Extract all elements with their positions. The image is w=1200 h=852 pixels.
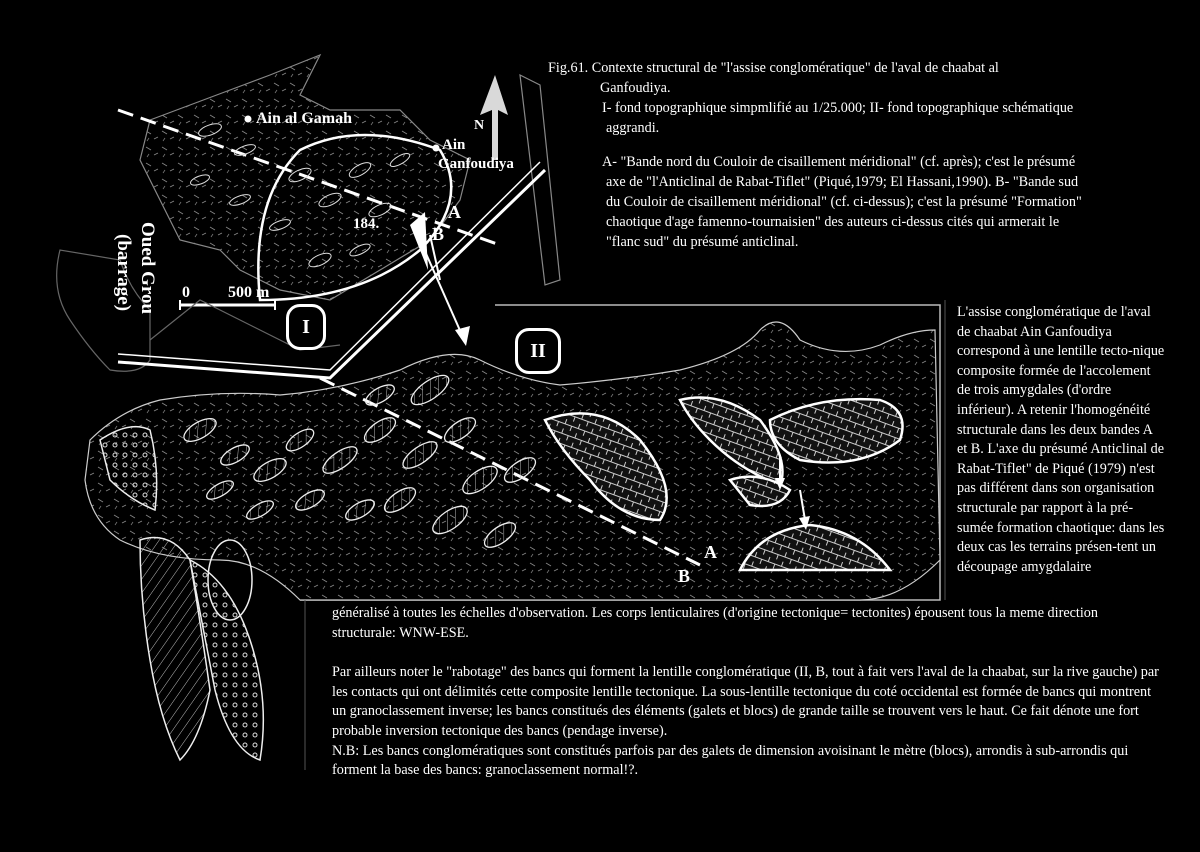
- caption-line-1: Fig.61. Contexte structural de "l'assise conglomératique" de l'aval de chaabat al: [548, 60, 999, 76]
- bottom-paragraph-3: N.B: Les bancs conglomératiques sont constitués parfois par des galets de dimension avoisinant le mètre (blocs), arrondis à sub-arrondis qui forment la base des bancs: granoclassement normal!?.: [332, 742, 1129, 779]
- scale-zero: 0: [182, 284, 190, 301]
- label-band-a-panel-ii: A: [704, 542, 717, 562]
- label-ganfoudiya: Ganfoudiya: [438, 156, 514, 172]
- caption-line-2: Ganfoudiya.: [600, 80, 671, 96]
- label-spot-height: 184.: [353, 216, 380, 232]
- label-oued-grou: Oued Grou: [137, 222, 158, 315]
- scale-distance: 500 m: [228, 284, 270, 301]
- label-band-a-panel-i: A: [448, 202, 461, 222]
- label-band-b-panel-ii: B: [678, 566, 691, 586]
- panel-i-marker: I: [286, 304, 326, 350]
- figure-caption: [548, 58, 1148, 252]
- bottom-paragraph-1: généralisé à toutes les échelles d'observation. Les corps lenticulaires (d'origine tectonique= tectonites) épousent tous la meme direction structurale: WNW-ESE.: [332, 605, 1098, 641]
- caption-line-9: "flanc sud" du présumé anticlinal.: [606, 234, 799, 250]
- bottom-text: [332, 604, 1162, 781]
- caption-line-8: chaotique d'age famenno-tournaisien" des auteurs ci-dessus cités qui armerait le: [606, 214, 1060, 230]
- caption-line-6: axe de "l'Anticlinal de Rabat-Tiflet" (Piqué,1979; El Hassani,1990). B- "Bande sud: [606, 174, 1079, 190]
- caption-line-7: du Couloir de cisaillement méridional" (cf. ci-dessus); c'est la présumé "Formation": [606, 194, 1082, 210]
- label-ain: Ain: [442, 137, 466, 153]
- label-barrage: (barrage): [113, 234, 134, 312]
- label-ain-al-gamah: Ain al Gamah: [256, 110, 353, 127]
- side-text: L'assise conglomératique de l'aval de chaabat Ain Ganfoudiya correspond à une lentille tecto-nique composite formée de l'accolement de trois amygdales (d'ordre inférieur). A retenir l'homogénéité structurale dans les deux bandes A et B. L'axe du présumé Anticlinal de Rabat-Tiflet" de Piqué (1979) n'est pas différent dans son organisation structurale par rapport à la pré-sumée formation chaotique: dans les deux cas les terrains présen-tent un découpage amygdalaire: [957, 304, 1165, 575]
- caption-line-3: I- fond topographique simpmlifié au 1/25.000; II- fond topographique schématique: [602, 100, 1074, 116]
- label-band-b-panel-i: B: [432, 224, 445, 244]
- caption-line-5: A- "Bande nord du Couloir de cisaillement méridional" (cf. après); c'est le présumé: [602, 154, 1076, 170]
- north-arrow-label: N: [474, 118, 485, 133]
- bottom-paragraph-2: Par ailleurs noter le "rabotage" des bancs qui forment la lentille conglomératique (II, B, tout à fait vers l'aval de la chaabat, sur la rive gauche) par les contacts qui ont délimités cette composite lentille tectonique. La sous-lentille tectonique du coté occidental est formée de bancs qui montrent un granoclassement inverse; les bancs constitués des éléments (galets et blocs) de grande taille se trouvent vers le haut. Ce fait dénote une fort probable inversion tectonique des bancs (pendage inverse).: [332, 664, 1159, 739]
- caption-line-4: aggrandi.: [606, 120, 660, 136]
- panel-ii-marker: II: [515, 328, 561, 374]
